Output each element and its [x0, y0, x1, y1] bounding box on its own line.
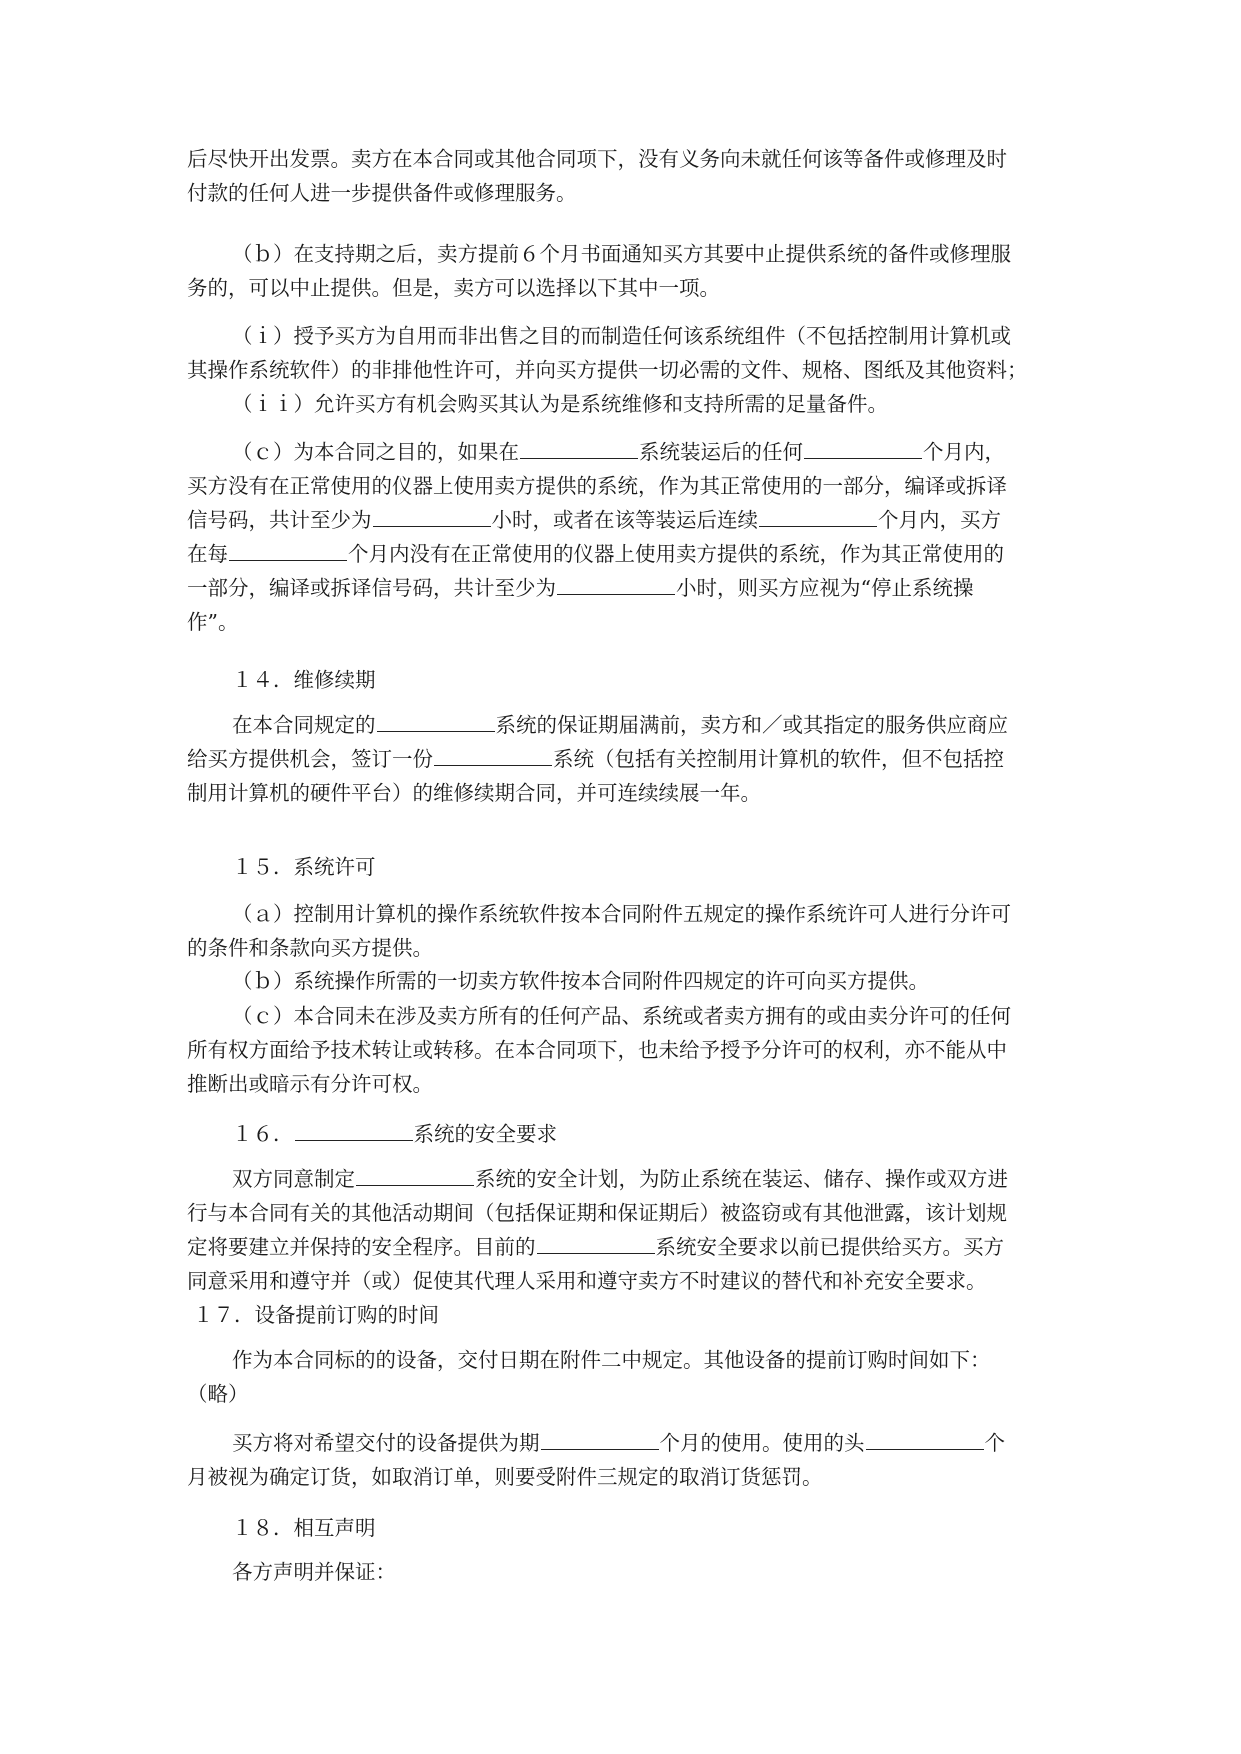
paragraph-17-usage: 买方将对希望交付的设备提供为期 个月的使用。使用的头 个 月被视为确定订货，如取消订单，则要受附件三规定的取消订货惩罚。 [187, 1431, 1005, 1489]
paragraph-15a: （ａ）控制用计算机的操作系统软件按本合同附件五规定的操作系统许可人进行分许可 的条件和条款向买方提供。 [187, 902, 1011, 960]
section-heading-17: １７．设备提前订购的时间 [193, 1303, 439, 1327]
paragraph-i-license: （ｉ）授予买方为自用而非出售之目的而制造任何该系统组件（不包括控制用计算机或 其操作系统软件）的非排他性许可，并向买方提供一切必需的文件、规格、图纸及其他资料； [187, 324, 1028, 382]
fill-in-blank [520, 438, 638, 459]
fill-in-blank [434, 745, 552, 766]
fill-in-blank [557, 574, 675, 595]
paragraph-15b: （ｂ）系统操作所需的一切卖方软件按本合同附件四规定的许可向买方提供。 [232, 969, 929, 993]
paragraph-17-lead-time: 作为本合同标的的设备，交付日期在附件二中规定。其他设备的提前订购时间如下： （略） [187, 1348, 991, 1406]
fill-in-blank [229, 540, 347, 561]
paragraph-c-stop-operation: （ｃ）为本合同之目的，如果在 系统装运后的任何 个月内， 买方没有在正常使用的仪器上使用卖方提供的系统，作为其正常使用的一部分，编译或拆译 信号码，共计至少为 小时，或者在该等装运后连续 个月内，买方 在每 个月内没有在正常使用的仪器上使用卖方提供的系统，作为其正常使用的 一部分，编译或拆译信号码，共计至少为 小时，则买方应视为“停止系统操 作”。 [187, 440, 1007, 634]
paragraph-invoice: 后尽快开出发票。卖方在本合同或其他合同项下，没有义务向未就任何该等备件或修理及时 付款的任何人进一步提供备件或修理服务。 [187, 147, 1007, 205]
section-heading-14: １４．维修续期 [232, 668, 376, 692]
fill-in-blank [377, 711, 495, 732]
paragraph-b-support: （ｂ）在支持期之后，卖方提前６个月书面通知买方其要中止提供系统的备件或修理服 务的，可以中止提供。但是，卖方可以选择以下其中一项。 [187, 242, 1011, 300]
section-heading-16: １６． 系统的安全要求 [232, 1122, 557, 1146]
paragraph-18-declaration: 各方声明并保证： [232, 1560, 396, 1584]
fill-in-blank [537, 1233, 655, 1254]
section-heading-15: １５．系统许可 [232, 855, 376, 879]
fill-in-blank [759, 506, 877, 527]
paragraph-14-maintenance-renewal: 在本合同规定的 系统的保证期届满前，卖方和／或其指定的服务供应商应 给买方提供机会，签订一份 系统（包括有关控制用计算机的软件，但不包括控 制用计算机的硬件平台）的维修续期合同，并可连续续展一年。 [187, 713, 1008, 805]
fill-in-blank [804, 438, 922, 459]
paragraph-16-security: 双方同意制定 系统的安全计划，为防止系统在装运、储存、操作或双方进 行与本合同有关的其他活动期间（包括保证期和保证期后）被盗窃或有其他泄露，该计划规 定将要建立并保持的安全程序。目前的 系统安全要求以前已提供给买方。买方 同意采用和遵守并（或）促使其代理人采用和遵守卖方不时建议的替代和补充安全要求。 [187, 1167, 1008, 1293]
paragraph-ii-spares: （ｉｉ）允许买方有机会购买其认为是系统维修和支持所需的足量备件。 [232, 392, 888, 416]
paragraph-15c: （ｃ）本合同未在涉及卖方所有的任何产品、系统或者卖方拥有的或由卖分许可的任何 所有权方面给予技术转让或转移。在本合同项下，也未给予授予分许可的权利，亦不能从中 推断出或暗示有分许可权。 [187, 1004, 1011, 1096]
fill-in-blank [541, 1429, 659, 1450]
fill-in-blank [356, 1165, 474, 1186]
section-heading-18: １８．相互声明 [232, 1516, 376, 1540]
fill-in-blank [295, 1120, 413, 1141]
fill-in-blank [373, 506, 491, 527]
fill-in-blank [866, 1429, 984, 1450]
